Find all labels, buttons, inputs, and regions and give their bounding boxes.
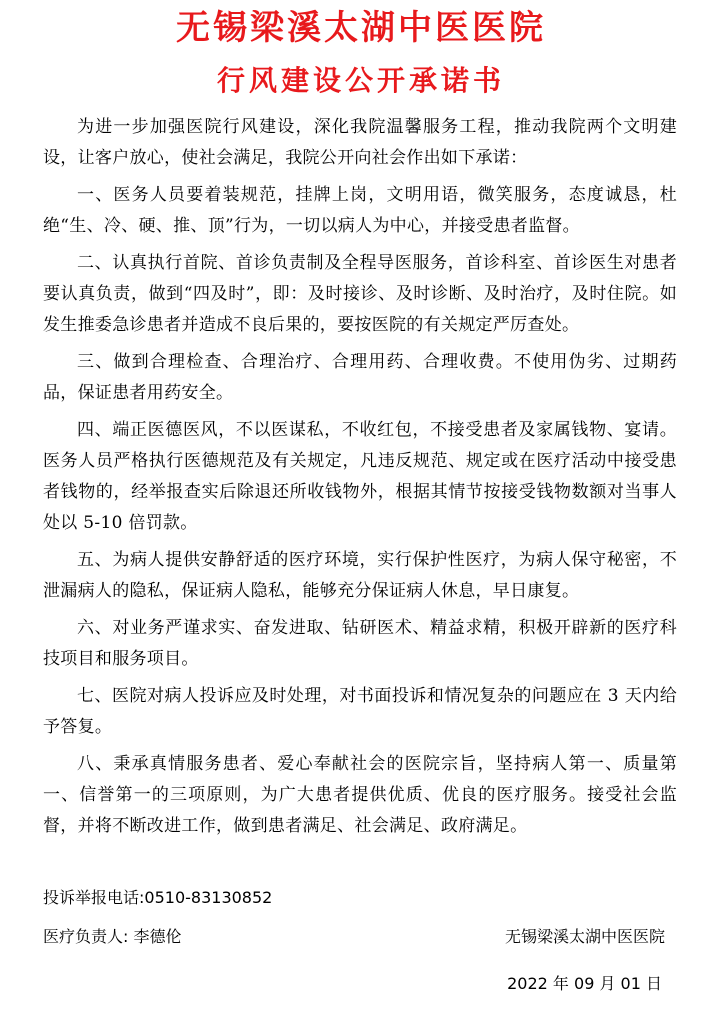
pledge-item-8: 八、秉承真情服务患者、爱心奉献社会的医院宗旨，坚持病人第一、质量第一、信誉第一的三项原则，为广大患者提供优质、优良的医疗服务。接受社会监督，并将不断改进工作，做到患者满足、社会满足、政府满足。	[43, 754, 677, 836]
hospital-name-title: 无锡梁溪太湖中医医院	[176, 8, 546, 48]
pledge-item-6: 六、对业务严谨求实、奋发进取、钻研医术、精益求精，积极开辟新的医疗科技项目和服务项目。	[43, 618, 677, 669]
pledge-item-2: 二、认真执行首院、首诊负责制及全程导医服务，首诊科室、首诊医生对患者要认真负责，做到“四及时”，即：及时接诊、及时诊断、及时治疗，及时住院。如发生推委急诊患者并造成不良后果的，要按医院的有关规定严厉查处。	[43, 253, 677, 335]
pledge-item-3: 三、做到合理检查、合理治疗、合理用药、合理收费。不使用伪劣、过期药品，保证患者用药安全。	[43, 352, 677, 403]
complaint-label: 投诉举报电话:	[43, 888, 145, 907]
pledge-item-1: 一、医务人员要着装规范，挂牌上岗，文明用语，微笑服务，态度诚恳，杜绝“生、冷、硬、推、顶”行为，一切以病人为中心，并接受患者监督。	[43, 185, 677, 236]
complaint-hotline	[43, 884, 272, 912]
responsible-name: 李德伦	[133, 927, 182, 946]
organization-signature: 无锡梁溪太湖中医医院	[504, 927, 665, 946]
pledge-item-4: 四、端正医德医风，不以医谋私，不收红包，不接受患者及家属钱物、宴请。医务人员严格执行医德规范及有关规定，凡违反规范、规定或在医疗活动中接受患者钱物的，经举报查实后除退还所收钱物外，根据其情节按接受钱物数额对当事人处以 5-10 倍罚款。	[43, 420, 677, 533]
pledge-body	[43, 112, 677, 848]
pledge-item-5: 五、为病人提供安静舒适的医疗环境，实行保护性医疗，为病人保守秘密，不泄漏病人的隐私，保证病人隐私，能够充分保证病人休息，早日康复。	[43, 550, 677, 601]
document-title: 行风建设公开承诺书	[216, 64, 505, 97]
responsible-person	[43, 923, 182, 951]
intro-paragraph: 为进一步加强医院行风建设，深化我院温馨服务工程，推动我院两个文明建设，让客户放心，使社会满足，我院公开向社会作出如下承诺：	[43, 117, 677, 168]
complaint-phone: 0510-83130852	[144, 888, 273, 907]
document-date: 2022 年 09 月 01 日	[507, 974, 662, 993]
responsible-label: 医疗负责人:	[43, 927, 129, 946]
pledge-item-7: 七、医院对病人投诉应及时处理，对书面投诉和情况复杂的问题应在 3 天内给予答复。	[43, 686, 677, 737]
